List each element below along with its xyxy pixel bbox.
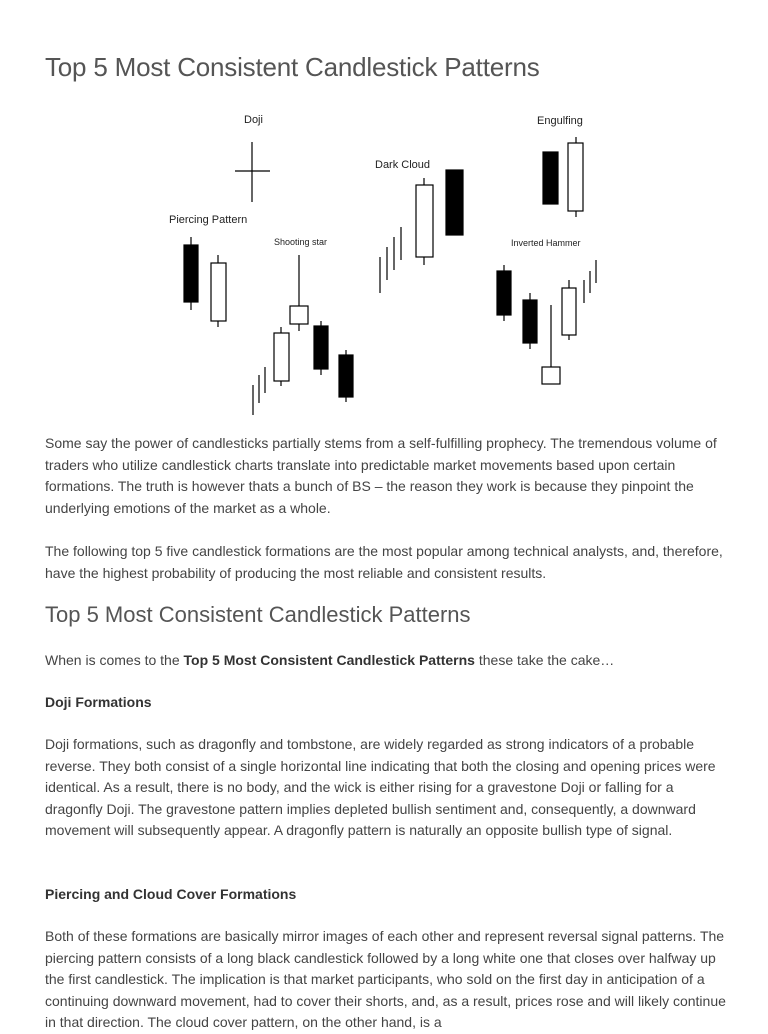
paragraph-text: Both of these formations are basically mirror images of each other and represent reversal signal patterns. The piercing pattern consists of a long black candlestick followed by a long white one that closes over halfway up the first candlestick. The implication is that market participants, who sold on the first day in anticipation of a continuing downward movement, had to cover their shorts, and, as a result, prices rose and will likely continue in that direction. The cloud cover pattern, on the other hand, is a (45, 928, 726, 1030)
label-piercing-pattern: Piercing Pattern (169, 214, 248, 226)
piercing-heading: Piercing and Cloud Cover Formations (45, 886, 297, 902)
dark-cloud-black-candle (446, 170, 463, 235)
label-inverted-hammer: Inverted Hammer (511, 238, 581, 248)
inverted-hammer-down-candle-2 (523, 293, 537, 349)
cake-paragraph (45, 650, 730, 672)
page-title: Top 5 Most Consistent Candlestick Patterns (45, 52, 540, 82)
inverted-hammer-up-candle (562, 280, 576, 340)
candlestick-diagram (160, 105, 620, 420)
inverted-hammer-trend (584, 260, 596, 303)
shooting-star-up-candle (274, 327, 289, 386)
label-engulfing: Engulfing (537, 115, 583, 127)
paragraph-text: The following top 5 five candlestick formations are the most popular among technical analysts, and, therefore, have the highest probability of producing the most reliable and consistent results. (45, 543, 723, 581)
doji-paragraph (45, 734, 730, 842)
intro-paragraph-2 (45, 541, 730, 584)
label-doji: Doji (244, 114, 263, 126)
piercing-white-candle (211, 255, 226, 327)
engulfing-black-candle (543, 152, 558, 204)
shooting-star-down-candle-1 (314, 321, 328, 375)
candlestick-patterns-figure (160, 105, 620, 420)
shooting-star-down-candle-2 (339, 350, 353, 402)
paragraph-text: Some say the power of candlesticks partially stems from a self-fulfilling prophecy. The tremendous volume of traders who utilize candlestick charts translate into predictable market movements based upon certain formations. The truth is however thats a bunch of BS – the reason they work is because they pinpoint the underlying emotions of the market as a whole. (45, 435, 717, 516)
bold-text-segment: Top 5 Most Consistent Candlestick Patterns (183, 652, 475, 668)
shooting-star-trend (253, 367, 265, 415)
piercing-black-candle (184, 237, 198, 310)
text-segment: When is comes to the (45, 652, 184, 668)
section-heading: Top 5 Most Consistent Candlestick Patterns (45, 602, 471, 627)
doji-heading: Doji Formations (45, 694, 152, 710)
paragraph-text (45, 650, 730, 672)
text-segment: these take the cake… (474, 652, 615, 668)
engulfing-white-candle (568, 137, 583, 217)
inverted-hammer-candle (542, 305, 560, 384)
label-dark-cloud: Dark Cloud (375, 159, 431, 171)
intro-paragraph-1 (45, 433, 730, 519)
inverted-hammer-down-candle-1 (497, 265, 511, 321)
doji-candle (235, 142, 270, 202)
paragraph-text: Doji formations, such as dragonfly and tombstone, are widely regarded as strong indicators of a probable reverse. They both consist of a single horizontal line indicating that both the closing and opening prices were identical. As a result, there is no body, and the wick is either rising for a gravestone Doji or falling for a dragonfly Doji. The gravestone pattern implies depleted bullish sentiment and, consequently, a downward movement will subsequently appear. A dragonfly pattern is naturally an opposite bullish type of signal. (45, 736, 716, 838)
dark-cloud-trend (380, 227, 401, 293)
piercing-paragraph (45, 926, 730, 1034)
label-shooting-star: Shooting star (274, 237, 328, 247)
shooting-star-candle (290, 255, 308, 331)
dark-cloud-white-candle (416, 178, 433, 265)
